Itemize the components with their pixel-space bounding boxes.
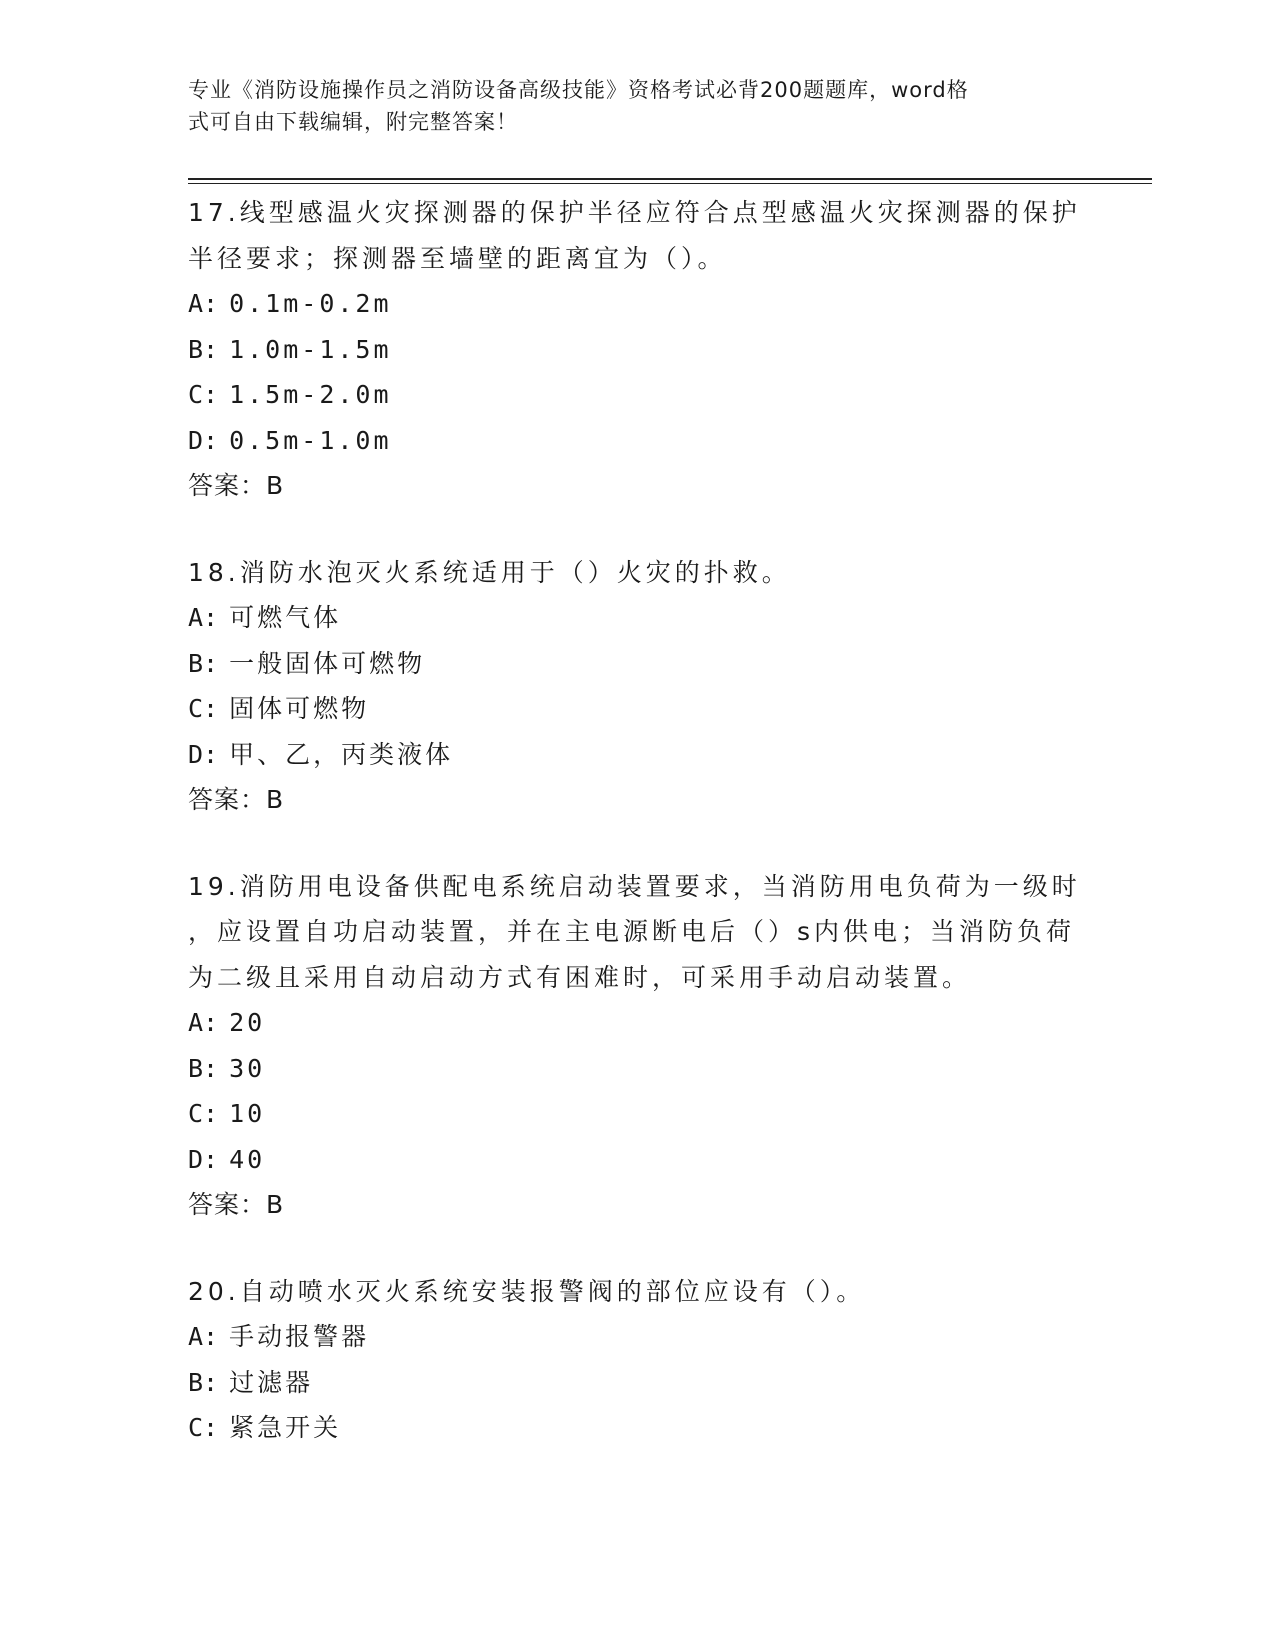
document-header bbox=[188, 74, 1068, 138]
header-divider-thin bbox=[188, 183, 1152, 184]
option-d bbox=[188, 418, 1088, 464]
option-letter: C: bbox=[188, 1413, 219, 1442]
question-stem-line: 18.消防水泡灭火系统适用于（）火灾的扑救。 bbox=[188, 557, 791, 587]
question-17 bbox=[188, 190, 1088, 509]
question-stem-line: 半径要求；探测器至墙壁的距离宜为（）。 bbox=[188, 243, 727, 273]
header-line-2: 式可自由下载编辑，附完整答案！ bbox=[188, 110, 518, 134]
option-text: 手动报警器 bbox=[229, 1322, 370, 1351]
question-19 bbox=[188, 864, 1088, 1228]
option-b bbox=[188, 1360, 1088, 1406]
header-divider-thick bbox=[188, 178, 1152, 180]
question-stem-line: 为二级且采用自动启动方式有困难时，可采用手动启动装置。 bbox=[188, 962, 972, 992]
option-text: 1.0m-1.5m bbox=[229, 334, 392, 364]
option-letter: D: bbox=[188, 739, 219, 769]
option-a bbox=[188, 1314, 1088, 1360]
option-letter: B: bbox=[188, 334, 219, 364]
option-letter: A: bbox=[188, 603, 219, 632]
option-text: 20 bbox=[229, 1008, 266, 1037]
option-c bbox=[188, 1091, 1088, 1137]
option-text: 0.1m-0.2m bbox=[229, 289, 392, 318]
option-text: 40 bbox=[229, 1144, 266, 1174]
option-text: 可燃气体 bbox=[229, 603, 342, 632]
answer-line: 答案：B bbox=[188, 1190, 285, 1219]
question-list bbox=[188, 190, 1088, 1492]
option-b bbox=[188, 641, 1088, 687]
option-a bbox=[188, 595, 1088, 641]
question-stem-line: 20.自动喷水灭火系统安装报警阀的部位应设有（）。 bbox=[188, 1276, 866, 1306]
option-a bbox=[188, 1000, 1088, 1046]
option-text: 紧急开关 bbox=[229, 1413, 342, 1442]
option-letter: C: bbox=[188, 1099, 219, 1128]
option-text: 过滤器 bbox=[229, 1367, 314, 1397]
question-stem-line: ，应设置自功启动装置，并在主电源断电后（）s内供电；当消防负荷 bbox=[188, 917, 1076, 946]
option-letter: D: bbox=[188, 425, 219, 455]
option-letter: B: bbox=[188, 648, 219, 678]
option-text: 一般固体可燃物 bbox=[229, 648, 426, 678]
option-letter: A: bbox=[188, 289, 219, 318]
option-letter: C: bbox=[188, 694, 219, 723]
option-d bbox=[188, 1137, 1088, 1183]
option-c bbox=[188, 1405, 1088, 1451]
question-stem-line: 19.消防用电设备供配电系统启动装置要求，当消防用电负荷为一级时 bbox=[188, 871, 1081, 901]
header-line-1: 专业《消防设施操作员之消防设备高级技能》资格考试必背200题题库，word格 bbox=[188, 78, 969, 102]
option-letter: D: bbox=[188, 1144, 219, 1174]
option-letter: B: bbox=[188, 1367, 219, 1397]
option-text: 10 bbox=[229, 1099, 266, 1128]
option-b bbox=[188, 1046, 1088, 1092]
question-20 bbox=[188, 1269, 1088, 1451]
option-letter: C: bbox=[188, 380, 219, 409]
option-a bbox=[188, 281, 1088, 327]
option-letter: A: bbox=[188, 1322, 219, 1351]
answer-line: 答案：B bbox=[188, 471, 285, 500]
option-text: 30 bbox=[229, 1053, 266, 1083]
option-letter: B: bbox=[188, 1053, 219, 1083]
question-18 bbox=[188, 550, 1088, 823]
option-text: 固体可燃物 bbox=[229, 694, 370, 723]
option-d bbox=[188, 732, 1088, 778]
option-text: 1.5m-2.0m bbox=[229, 380, 392, 409]
option-text: 甲、乙，丙类液体 bbox=[229, 739, 454, 769]
option-c bbox=[188, 372, 1088, 418]
answer-line: 答案：B bbox=[188, 785, 285, 814]
option-c bbox=[188, 686, 1088, 732]
option-text: 0.5m-1.0m bbox=[229, 425, 392, 455]
option-letter: A: bbox=[188, 1008, 219, 1037]
option-b bbox=[188, 327, 1088, 373]
question-stem-line: 17.线型感温火灾探测器的保护半径应符合点型感温火灾探测器的保护 bbox=[188, 198, 1081, 227]
